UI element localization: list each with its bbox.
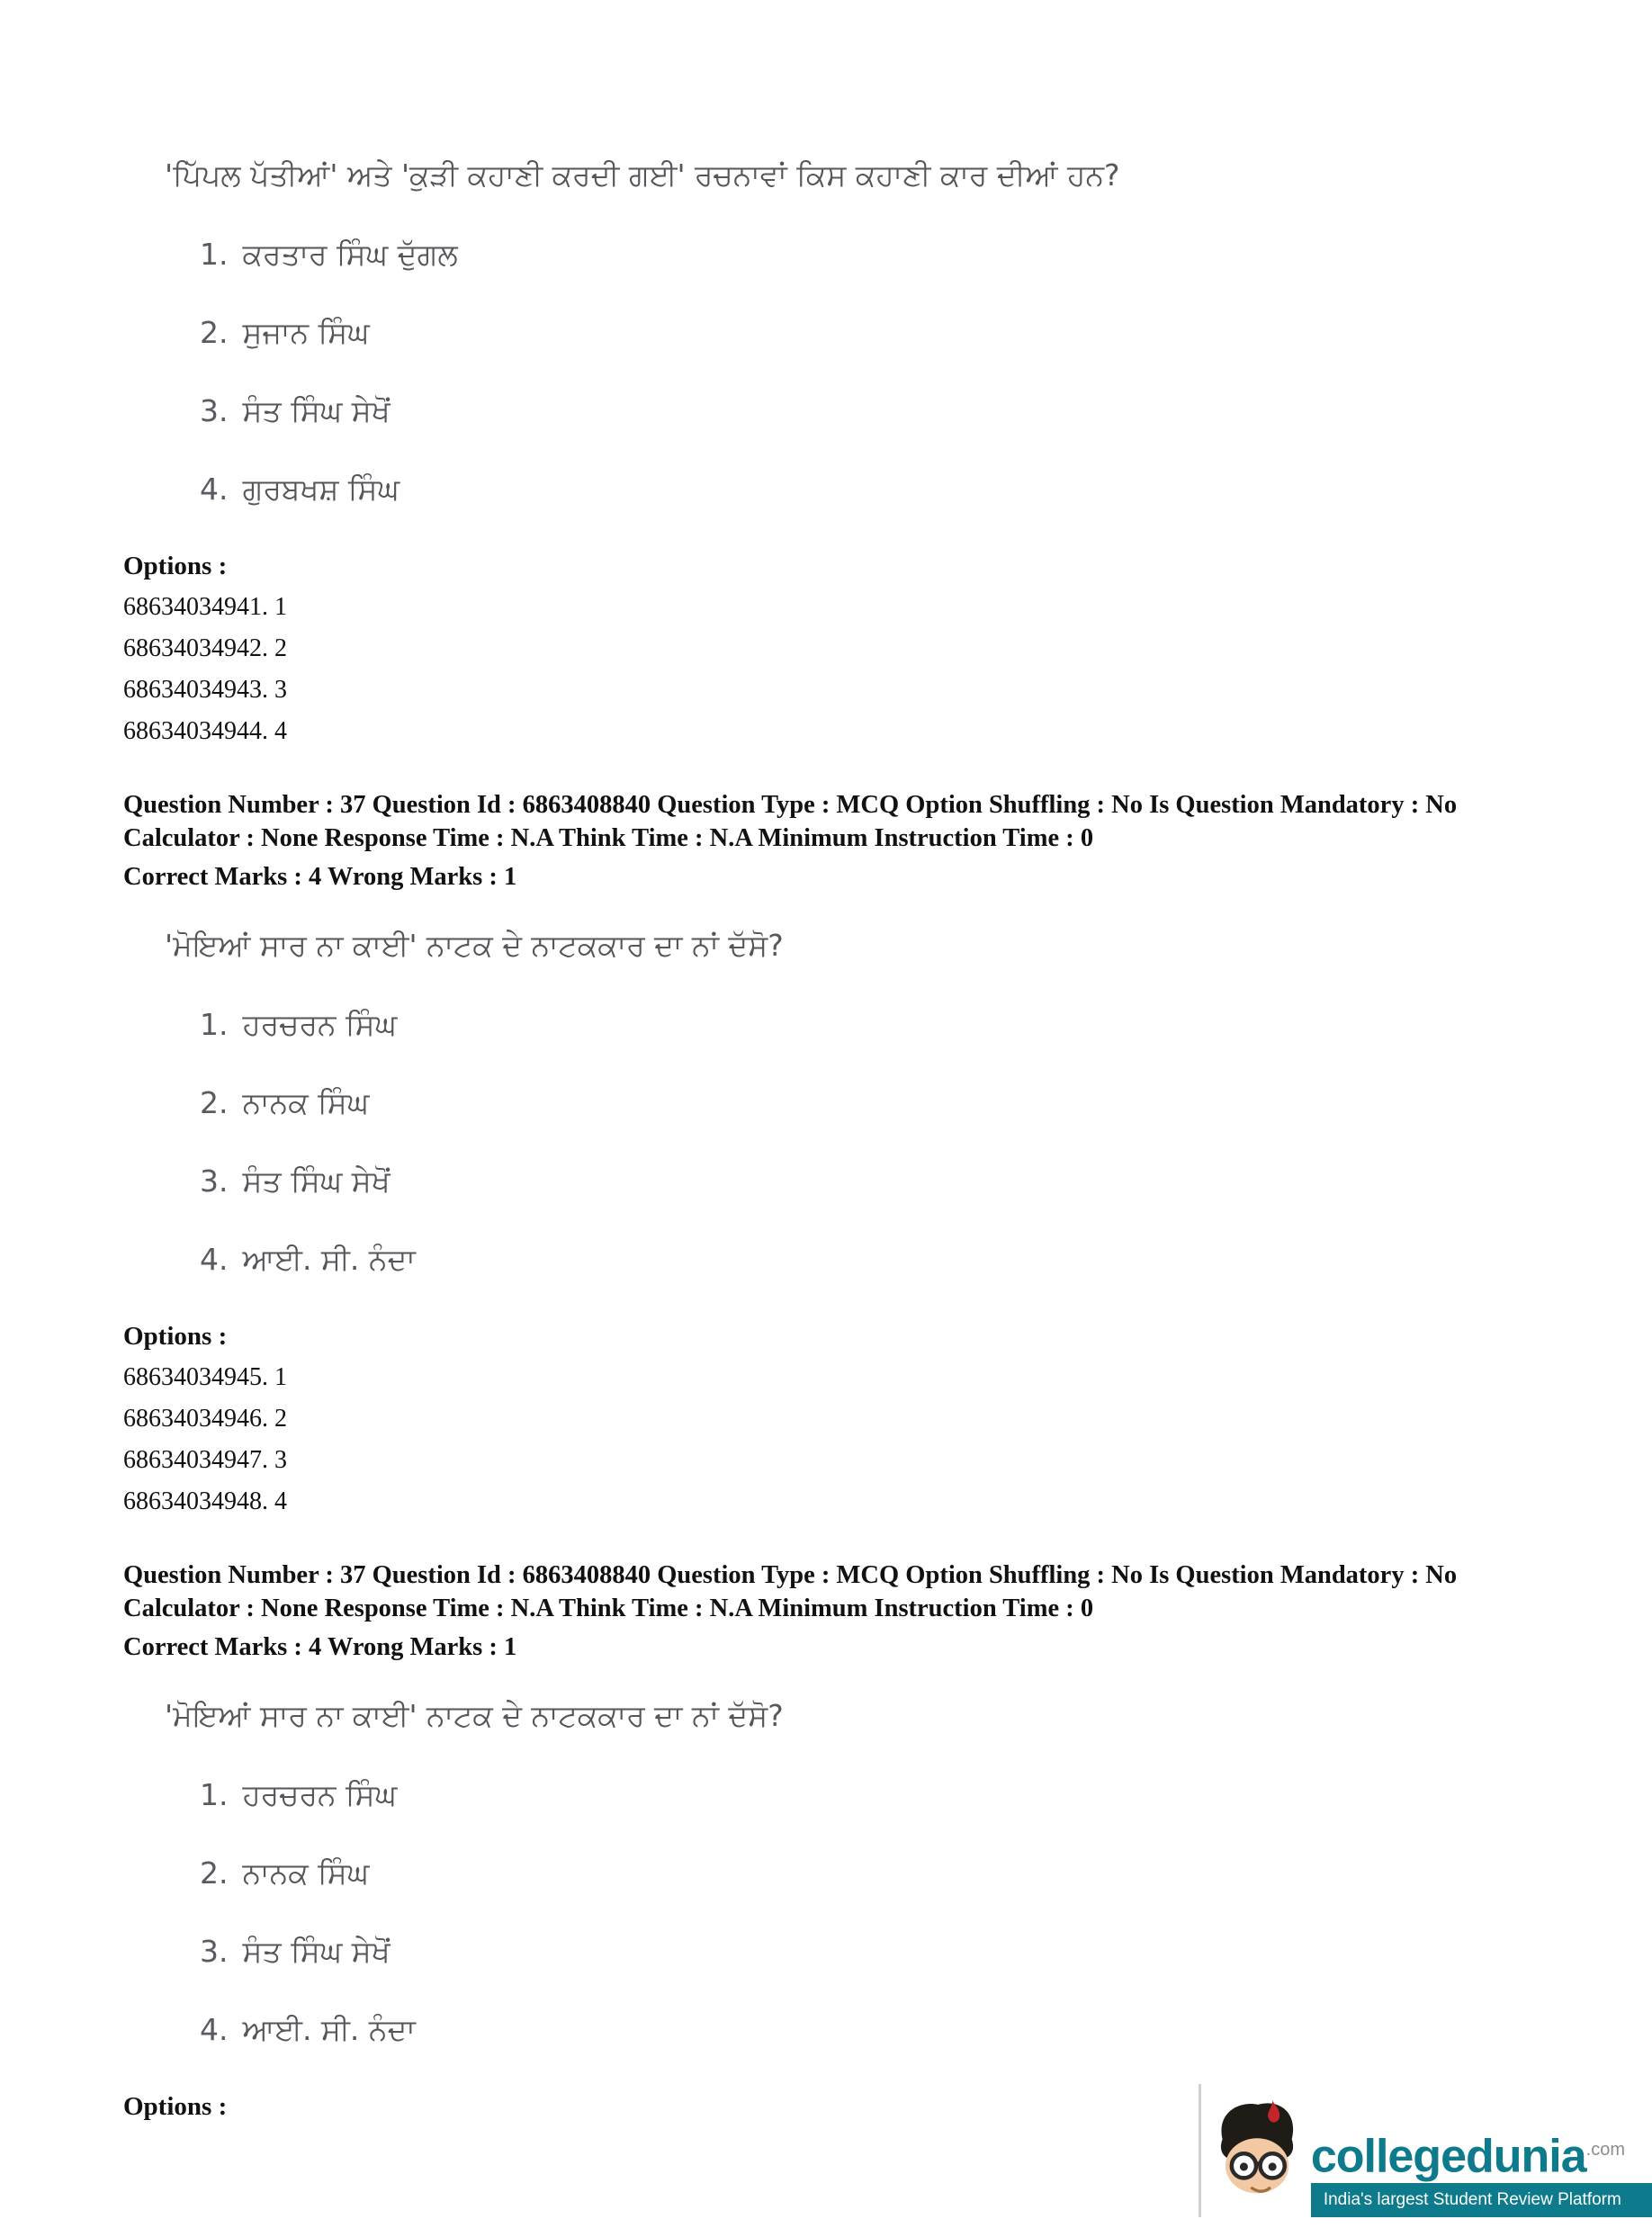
option-number: 2. (200, 1855, 229, 1891)
question-block-1 (123, 155, 1544, 752)
options-heading: Options : (123, 552, 228, 580)
answer-option (200, 1239, 1544, 1280)
option-number: 4. (200, 1242, 229, 1277)
option-number: 1. (200, 237, 229, 272)
brand-suffix: .com (1585, 2139, 1625, 2160)
question-metadata-1 (123, 788, 1544, 894)
option-number: 1. (200, 1007, 229, 1042)
option-id: 68634034946. 2 (123, 1405, 287, 1433)
option-number: 1. (200, 1777, 229, 1812)
option-label: ਸੰਤ ਸਿੰਘ ਸੇਖੋਂ (242, 1934, 391, 1969)
question-text: 'ਮੋਇਆਂ ਸਾਰ ਨਾ ਕਾਈ' ਨਾਟਕ ਦੇ ਨਾਟਕਕਾਰ ਦਾ ਨਾਂ ਦੱਸੋ? (165, 1698, 784, 1733)
answer-option (200, 1004, 1544, 1046)
watermark-divider (1199, 2084, 1201, 2217)
marks-line: Correct Marks : 4 Wrong Marks : 1 (123, 1633, 517, 1661)
option-label: ਆਈ. ਸੀ. ਨੰਦਾ (242, 2012, 416, 2047)
option-id: 68634034943. 3 (123, 676, 287, 704)
marks-line: Correct Marks : 4 Wrong Marks : 1 (123, 863, 517, 891)
brand-word: collegedunia (1310, 2130, 1586, 2182)
option-label: ਕਰਤਾਰ ਸਿੰਘ ਦੁੱਗਲ (242, 237, 458, 272)
answer-option (200, 1774, 1544, 1816)
option-id: 68634034947. 3 (123, 1446, 287, 1474)
option-label: ਹਰਚਰਨ ਸਿੰਘ (242, 1007, 398, 1042)
options-heading: Options : (123, 1322, 228, 1351)
option-id: 68634034942. 2 (123, 634, 287, 662)
answer-option (200, 1083, 1544, 1124)
answer-option (200, 312, 1544, 354)
question-text: 'ਪਿੱਪਲ ਪੱਤੀਆਂ' ਅਤੇ 'ਕੁੜੀ ਕਹਾਣੀ ਕਰਦੀ ਗਈ' ਰਚਨਾਵਾਂ ਕਿਸ ਕਹਾਣੀ ਕਾਰ ਦੀਆਂ ਹਨ? (165, 157, 1120, 193)
option-id: 68634034945. 1 (123, 1363, 287, 1391)
option-label: ਸੁਜਾਨ ਸਿੰਘ (242, 315, 370, 350)
option-label: ਨਾਨਕ ਸਿੰਘ (242, 1855, 370, 1891)
option-label: ਸੰਤ ਸਿੰਘ ਸੇਖੋਂ (242, 1163, 391, 1199)
question-block-2 (123, 925, 1544, 1523)
collegedunia-mascot-icon (1210, 2098, 1302, 2217)
collegedunia-watermark (1199, 2084, 1652, 2217)
answer-option (200, 469, 1544, 510)
option-number: 3. (200, 1163, 229, 1199)
option-id: 68634034941. 1 (123, 593, 287, 621)
option-number: 3. (200, 393, 229, 428)
answer-option (200, 2009, 1544, 2051)
brand-tagline: India's largest Student Review Platform (1311, 2183, 1652, 2217)
option-label: ਸੰਤ ਸਿੰਘ ਸੇਖੋਂ (242, 393, 391, 428)
option-number: 2. (200, 315, 229, 350)
option-label: ਗੁਰਬਖਸ਼ ਸਿੰਘ (242, 472, 400, 507)
collegedunia-brand-block (1311, 2123, 1652, 2217)
option-label: ਹਰਚਰਨ ਸਿੰਘ (242, 1777, 398, 1812)
answer-options (200, 1004, 1544, 1280)
option-id: 68634034944. 4 (123, 717, 287, 745)
question-text: 'ਮੋਇਆਂ ਸਾਰ ਨਾ ਕਾਈ' ਨਾਟਕ ਦੇ ਨਾਟਕਕਾਰ ਦਾ ਨਾਂ ਦੱਸੋ? (165, 928, 784, 963)
answer-option (200, 1853, 1544, 1894)
answer-option (200, 1931, 1544, 1972)
answer-options (200, 1774, 1544, 2051)
options-heading: Options : (123, 2092, 228, 2121)
answer-option (200, 391, 1544, 432)
option-number: 3. (200, 1934, 229, 1969)
metadata-line: Question Number : 37 Question Id : 6863408840 Question Type : MCQ Option Shuffling : No Is Question Mandatory : No Calculator : None Response Time : N.A Think Time : N.A Minimum Instruction Time : 0 (123, 1561, 1458, 1622)
option-label: ਆਈ. ਸੀ. ਨੰਦਾ (242, 1242, 416, 1277)
option-number: 4. (200, 2012, 229, 2047)
answer-options (200, 234, 1544, 510)
option-id: 68634034948. 4 (123, 1487, 287, 1515)
question-metadata-2 (123, 1559, 1544, 1665)
metadata-line: Question Number : 37 Question Id : 6863408840 Question Type : MCQ Option Shuffling : No Is Question Mandatory : No Calculator : None Response Time : N.A Think Time : N.A Minimum Instruction Time : 0 (123, 791, 1458, 852)
option-number: 4. (200, 472, 229, 507)
question-block-3 (123, 1695, 1544, 2125)
brand-name (1311, 2123, 1652, 2183)
option-label: ਨਾਨਕ ਸਿੰਘ (242, 1085, 370, 1120)
answer-option (200, 1161, 1544, 1202)
option-number: 2. (200, 1085, 229, 1120)
answer-option (200, 234, 1544, 275)
